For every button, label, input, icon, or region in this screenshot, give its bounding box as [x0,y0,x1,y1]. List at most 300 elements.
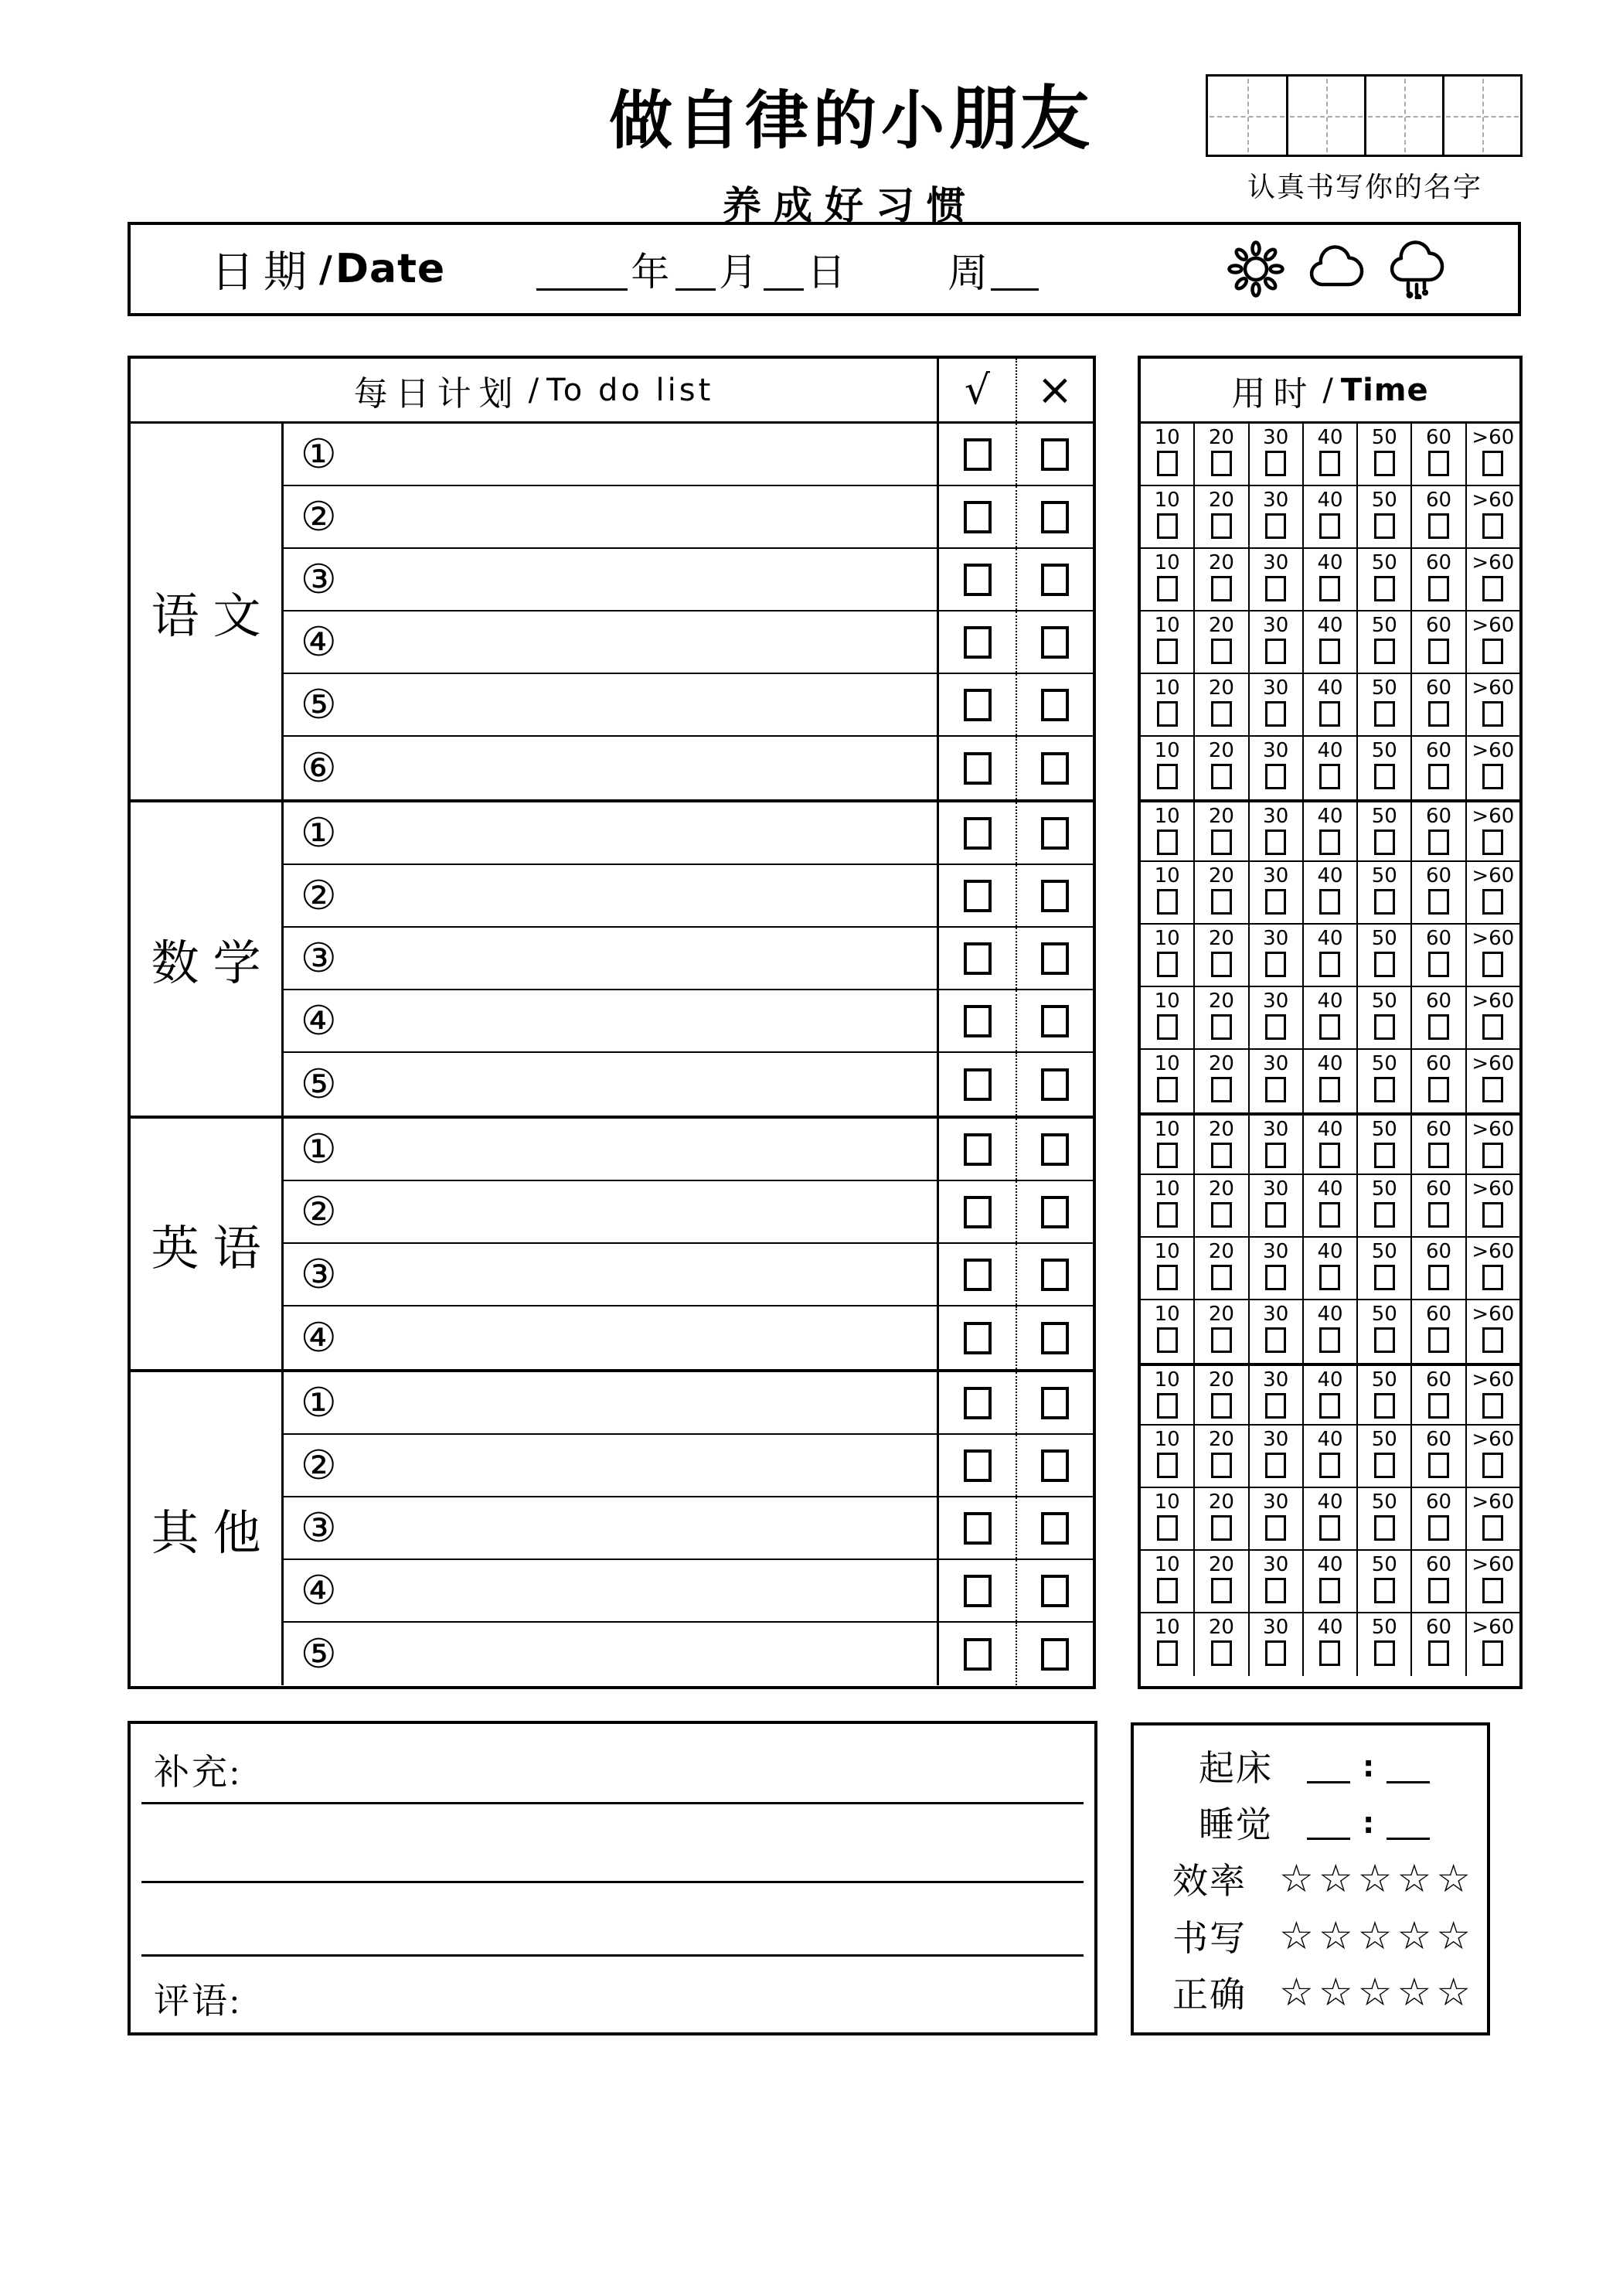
time-cell [1358,1551,1412,1612]
task-input-line[interactable] [284,1053,937,1116]
task-input-line[interactable] [284,674,937,735]
done-checkbox[interactable] [964,1259,992,1291]
time-cell [1250,611,1304,673]
time-checkbox[interactable] [1265,1327,1286,1353]
time-checkbox[interactable] [1428,701,1449,727]
time-checkbox[interactable] [1482,1143,1503,1168]
time-checkbox[interactable] [1428,1515,1449,1541]
time-checkbox[interactable] [1157,639,1178,664]
task-input-line[interactable] [284,1244,937,1305]
time-minutes-label: 10 [1154,489,1180,512]
not-done-checkbox[interactable] [1041,752,1069,785]
time-checkbox[interactable] [1265,451,1286,476]
done-checkbox[interactable] [964,1068,992,1101]
time-checkbox[interactable] [1265,1640,1286,1666]
time-cell [1412,611,1466,673]
done-checkbox[interactable] [964,689,992,721]
time-checkbox[interactable] [1211,889,1232,915]
time-cell [1304,424,1358,485]
time-checkbox[interactable] [1211,576,1232,601]
time-checkbox[interactable] [1374,952,1395,977]
time-cell [1195,802,1249,860]
sunny-icon[interactable] [1226,239,1286,299]
done-checkbox[interactable] [964,1512,992,1545]
task-row [284,611,1093,674]
time-checkbox[interactable] [1482,1202,1503,1228]
time-cell [1250,1551,1304,1612]
task-input-line[interactable] [284,424,937,485]
time-checkbox[interactable] [1319,829,1340,855]
not-done-checkbox[interactable] [1041,1322,1069,1354]
time-checkbox[interactable] [1319,513,1340,539]
time-checkbox[interactable] [1428,952,1449,977]
not-done-checkbox[interactable] [1041,626,1069,659]
cross-cell [1016,1053,1093,1116]
done-checkbox[interactable] [964,1449,992,1482]
time-minutes-label: 30 [1263,1177,1289,1201]
task-input-line[interactable] [284,928,937,989]
todo-header-separator: / [528,372,539,408]
done-checkbox[interactable] [964,752,992,785]
done-checkbox[interactable] [964,817,992,850]
not-done-checkbox[interactable] [1041,1068,1069,1101]
time-cell [1141,674,1195,735]
not-done-checkbox[interactable] [1041,1638,1069,1671]
not-done-checkbox[interactable] [1041,1512,1069,1545]
time-checkbox[interactable] [1319,1327,1340,1353]
time-checkbox[interactable] [1374,639,1395,664]
todo-header-en: To do list [546,372,714,408]
time-row [1141,674,1519,737]
year-input-blank[interactable] [536,247,628,291]
time-checkbox[interactable] [1211,1143,1232,1168]
check-cell [937,1560,1016,1621]
task-row [284,1244,1093,1306]
writing-line[interactable] [141,1802,1084,1804]
time-cell [1358,802,1412,860]
time-minutes-label: 50 [1371,739,1397,762]
time-checkbox[interactable] [1374,1453,1395,1478]
star-rating[interactable]: ☆☆☆☆☆ [1279,1856,1476,1902]
name-box[interactable] [1208,77,1286,155]
not-done-checkbox[interactable] [1041,438,1069,471]
time-label: 起床 [1199,1749,1273,1789]
rating-label: 正确 [1172,1974,1247,2015]
time-checkbox[interactable] [1482,1077,1503,1102]
time-checkbox[interactable] [1374,889,1395,915]
name-box[interactable] [1364,77,1442,155]
time-checkbox[interactable] [1374,1393,1395,1419]
time-checkbox[interactable] [1157,764,1178,789]
time-checkbox[interactable] [1374,1014,1395,1040]
done-checkbox[interactable] [964,1387,992,1419]
time-checkbox[interactable] [1157,1143,1178,1168]
done-checkbox[interactable] [964,942,992,975]
time-checkbox[interactable] [1428,1265,1449,1290]
time-minutes-label: 40 [1317,1303,1343,1326]
task-input-line[interactable] [284,1306,937,1369]
time-checkbox[interactable] [1319,1202,1340,1228]
time-checkbox[interactable] [1265,1453,1286,1478]
time-checkbox[interactable] [1157,1202,1178,1228]
time-minutes-label: 50 [1371,1368,1397,1392]
time-checkbox[interactable] [1482,1578,1503,1603]
time-minutes-label: 10 [1154,1052,1180,1075]
done-checkbox[interactable] [964,626,992,659]
not-done-checkbox[interactable] [1041,1259,1069,1291]
time-checkbox[interactable] [1319,952,1340,977]
time-checkbox[interactable] [1374,451,1395,476]
time-cell [1250,1300,1304,1363]
hour-blank[interactable] [1307,1804,1350,1840]
time-checkbox[interactable] [1265,1202,1286,1228]
time-checkbox[interactable] [1211,701,1232,727]
not-done-checkbox[interactable] [1041,817,1069,850]
not-done-checkbox[interactable] [1041,1387,1069,1419]
time-row [1141,925,1519,987]
time-checkbox[interactable] [1374,1327,1395,1353]
time-checkbox[interactable] [1157,889,1178,915]
not-done-checkbox[interactable] [1041,564,1069,596]
time-cell [1141,1050,1195,1112]
done-checkbox[interactable] [964,1575,992,1607]
subject-section [131,1369,1093,1685]
time-cell [1195,611,1249,673]
name-caption: 认真书写你的名字 [1247,172,1482,203]
time-checkbox[interactable] [1319,764,1340,789]
time-checkbox[interactable] [1265,829,1286,855]
time-colon: : [1363,1749,1375,1784]
time-cell [1195,987,1249,1048]
time-checkbox[interactable] [1265,952,1286,977]
time-minutes-label: 50 [1371,805,1397,828]
task-input-line[interactable] [284,1119,937,1180]
time-checkbox[interactable] [1319,1453,1340,1478]
time-checkbox[interactable] [1157,451,1178,476]
time-cell [1250,1116,1304,1174]
time-checkbox[interactable] [1265,1077,1286,1102]
time-minutes-label: 60 [1426,805,1452,828]
time-minutes-label: 20 [1208,614,1234,637]
not-done-checkbox[interactable] [1041,880,1069,912]
task-row [284,486,1093,549]
time-checkbox[interactable] [1157,513,1178,539]
time-checkbox[interactable] [1482,639,1503,664]
time-checkbox[interactable] [1482,1265,1503,1290]
time-minutes-label: 50 [1371,927,1397,950]
time-checkbox[interactable] [1157,1393,1178,1419]
time-checkbox[interactable] [1428,513,1449,539]
time-checkbox[interactable] [1211,1453,1232,1478]
hour-blank[interactable] [1307,1748,1350,1783]
todo-table [128,356,1096,1689]
time-checkbox[interactable] [1157,576,1178,601]
time-checkbox[interactable] [1211,1393,1232,1419]
time-checkbox[interactable] [1157,1014,1178,1040]
not-done-checkbox[interactable] [1041,1575,1069,1607]
time-checkbox[interactable] [1157,1640,1178,1666]
time-checkbox[interactable] [1157,1077,1178,1102]
time-checkbox[interactable] [1157,1578,1178,1603]
task-input-line[interactable] [284,737,937,799]
time-checkbox[interactable] [1482,1393,1503,1419]
time-checkbox[interactable] [1319,1578,1340,1603]
time-checkbox[interactable] [1211,1014,1232,1040]
time-checkbox[interactable] [1482,513,1503,539]
time-checkbox[interactable] [1319,1265,1340,1290]
not-done-checkbox[interactable] [1041,1133,1069,1166]
time-checkbox[interactable] [1157,829,1178,855]
cross-cell [1016,486,1093,547]
done-checkbox[interactable] [964,438,992,471]
time-checkbox[interactable] [1428,1393,1449,1419]
time-checkbox[interactable] [1319,1143,1340,1168]
time-checkbox[interactable] [1482,701,1503,727]
time-minutes-label: 20 [1208,1368,1234,1392]
time-checkbox[interactable] [1319,1515,1340,1541]
time-minutes-label: 10 [1154,426,1180,449]
not-done-checkbox[interactable] [1041,1196,1069,1228]
time-minutes-label: 20 [1208,1052,1234,1075]
time-checkbox[interactable] [1374,1640,1395,1666]
time-checkbox[interactable] [1428,764,1449,789]
time-checkbox[interactable] [1428,1202,1449,1228]
time-checkbox[interactable] [1482,764,1503,789]
time-minutes-label: 40 [1317,1177,1343,1201]
task-input-line[interactable] [284,1372,937,1433]
time-cell [1304,549,1358,610]
check-cell [937,1372,1016,1433]
time-checkbox[interactable] [1428,1014,1449,1040]
time-checkbox[interactable] [1211,1077,1232,1102]
star-rating[interactable]: ☆☆☆☆☆ [1279,1969,1476,2015]
time-minutes-label: 10 [1154,551,1180,574]
task-input-line[interactable] [284,1623,937,1685]
task-input-line[interactable] [284,865,937,926]
time-checkbox[interactable] [1211,639,1232,664]
minute-blank[interactable] [1387,1804,1430,1840]
task-input-line[interactable] [284,1560,937,1621]
not-done-checkbox[interactable] [1041,501,1069,533]
time-checkbox[interactable] [1374,1515,1395,1541]
time-minutes-label: 50 [1371,1118,1397,1141]
time-cell [1412,1238,1466,1299]
time-checkbox[interactable] [1211,764,1232,789]
time-entry [1307,1748,1430,1783]
time-cell [1467,674,1519,735]
time-checkbox[interactable] [1265,889,1286,915]
not-done-checkbox[interactable] [1041,689,1069,721]
task-input-line[interactable] [284,802,937,864]
time-checkbox[interactable] [1211,1202,1232,1228]
time-checkbox[interactable] [1157,1515,1178,1541]
not-done-checkbox[interactable] [1041,1005,1069,1037]
time-checkbox[interactable] [1319,639,1340,664]
month-input-blank[interactable] [675,247,716,291]
time-minutes-label: 60 [1426,1490,1452,1514]
week-label: 周 [948,251,988,296]
time-minutes-label: 30 [1263,864,1289,887]
time-checkbox[interactable] [1265,1014,1286,1040]
time-checkbox[interactable] [1428,1143,1449,1168]
task-input-line[interactable] [284,1181,937,1242]
time-checkbox[interactable] [1211,952,1232,977]
time-checkbox[interactable] [1211,1515,1232,1541]
day-input-blank[interactable] [764,247,804,291]
time-checkbox[interactable] [1482,1453,1503,1478]
time-checkbox[interactable] [1265,1578,1286,1603]
task-input-line[interactable] [284,1497,937,1558]
time-checkbox[interactable] [1482,576,1503,601]
time-cell [1250,1426,1304,1487]
time-checkbox[interactable] [1265,513,1286,539]
not-done-checkbox[interactable] [1041,1449,1069,1482]
time-checkbox[interactable] [1482,889,1503,915]
time-checkbox[interactable] [1374,764,1395,789]
time-checkbox[interactable] [1374,1578,1395,1603]
time-checkbox[interactable] [1482,829,1503,855]
time-minutes-label: 10 [1154,1240,1180,1263]
time-checkbox[interactable] [1374,1202,1395,1228]
time-checkbox[interactable] [1265,576,1286,601]
time-checkbox[interactable] [1374,1265,1395,1290]
time-checkbox[interactable] [1211,451,1232,476]
time-minutes-label: 10 [1154,1553,1180,1576]
time-checkbox[interactable] [1482,1327,1503,1353]
time-checkbox[interactable] [1319,889,1340,915]
time-checkbox[interactable] [1157,1327,1178,1353]
time-checkbox[interactable] [1211,1578,1232,1603]
star-rating[interactable]: ☆☆☆☆☆ [1279,1913,1476,1958]
time-minutes-label: 10 [1154,1177,1180,1201]
time-checkbox[interactable] [1428,1640,1449,1666]
time-checkbox[interactable] [1482,1515,1503,1541]
time-minutes-label: 30 [1263,1490,1289,1514]
time-checkbox[interactable] [1374,1143,1395,1168]
time-checkbox[interactable] [1374,1077,1395,1102]
minute-blank[interactable] [1387,1748,1430,1783]
time-checkbox[interactable] [1374,701,1395,727]
summary-row [1134,1910,1487,1961]
done-checkbox[interactable] [964,1638,992,1671]
time-row [1141,862,1519,925]
time-checkbox[interactable] [1211,829,1232,855]
time-minutes-label: 40 [1317,489,1343,512]
time-checkbox[interactable] [1482,1640,1503,1666]
time-cell [1250,486,1304,547]
time-checkbox[interactable] [1482,952,1503,977]
time-checkbox[interactable] [1265,1265,1286,1290]
done-checkbox[interactable] [964,1322,992,1354]
time-checkbox[interactable] [1428,1453,1449,1478]
time-checkbox[interactable] [1265,1393,1286,1419]
time-minutes-label: 30 [1263,1118,1289,1141]
time-checkbox[interactable] [1428,829,1449,855]
time-minutes-label: 50 [1371,864,1397,887]
time-checkbox[interactable] [1319,1014,1340,1040]
time-checkbox[interactable] [1265,639,1286,664]
time-checkbox[interactable] [1374,513,1395,539]
time-cell [1195,1488,1249,1549]
cloudy-icon[interactable] [1306,239,1366,299]
task-input-line[interactable] [284,611,937,673]
time-checkbox[interactable] [1428,451,1449,476]
time-checkbox[interactable] [1157,1453,1178,1478]
week-input-blank[interactable] [991,247,1039,291]
check-cell [937,990,1016,1051]
done-checkbox[interactable] [964,1005,992,1037]
time-cell [1412,802,1466,860]
time-cell [1141,549,1195,610]
time-row [1141,1300,1519,1363]
time-checkbox[interactable] [1265,1515,1286,1541]
writing-line[interactable] [141,1954,1084,1957]
subject-section [131,424,1093,799]
time-checkbox[interactable] [1211,1265,1232,1290]
time-checkbox[interactable] [1157,701,1178,727]
cross-cell [1016,928,1093,989]
time-minutes-label: 20 [1208,426,1234,449]
time-checkbox[interactable] [1265,764,1286,789]
time-checkbox[interactable] [1319,1077,1340,1102]
time-checkbox[interactable] [1374,829,1395,855]
time-checkbox[interactable] [1428,1578,1449,1603]
task-input-line[interactable] [284,990,937,1051]
task-input-line[interactable] [284,486,937,547]
done-checkbox[interactable] [964,501,992,533]
task-row [284,865,1093,928]
time-checkbox[interactable] [1428,1077,1449,1102]
done-checkbox[interactable] [964,1196,992,1228]
time-cell [1141,611,1195,673]
time-checkbox[interactable] [1319,576,1340,601]
time-checkbox[interactable] [1374,576,1395,601]
time-checkbox[interactable] [1482,451,1503,476]
time-minutes-label: 30 [1263,489,1289,512]
time-checkbox[interactable] [1482,1014,1503,1040]
time-checkbox[interactable] [1319,1393,1340,1419]
name-box[interactable] [1442,77,1520,155]
time-checkbox[interactable] [1428,889,1449,915]
time-minutes-label: 10 [1154,864,1180,887]
task-input-line[interactable] [284,1435,937,1496]
not-done-checkbox[interactable] [1041,942,1069,975]
time-checkbox[interactable] [1319,701,1340,727]
done-checkbox[interactable] [964,880,992,912]
writing-line[interactable] [141,1881,1084,1883]
time-checkbox[interactable] [1211,1640,1232,1666]
task-row [284,990,1093,1053]
time-checkbox[interactable] [1428,639,1449,664]
time-checkbox[interactable] [1428,1327,1449,1353]
time-checkbox[interactable] [1265,1143,1286,1168]
time-checkbox[interactable] [1428,576,1449,601]
time-minutes-label: 40 [1317,1240,1343,1263]
task-input-line[interactable] [284,549,937,610]
rainy-icon[interactable] [1387,239,1447,299]
time-checkbox[interactable] [1265,701,1286,727]
name-box[interactable] [1286,77,1364,155]
done-checkbox[interactable] [964,1133,992,1166]
time-checkbox[interactable] [1211,513,1232,539]
time-checkbox[interactable] [1319,451,1340,476]
time-checkbox[interactable] [1157,952,1178,977]
time-cell [1304,1426,1358,1487]
time-checkbox[interactable] [1157,1265,1178,1290]
done-checkbox[interactable] [964,564,992,596]
time-checkbox[interactable] [1319,1640,1340,1666]
time-checkbox[interactable] [1211,1327,1232,1353]
